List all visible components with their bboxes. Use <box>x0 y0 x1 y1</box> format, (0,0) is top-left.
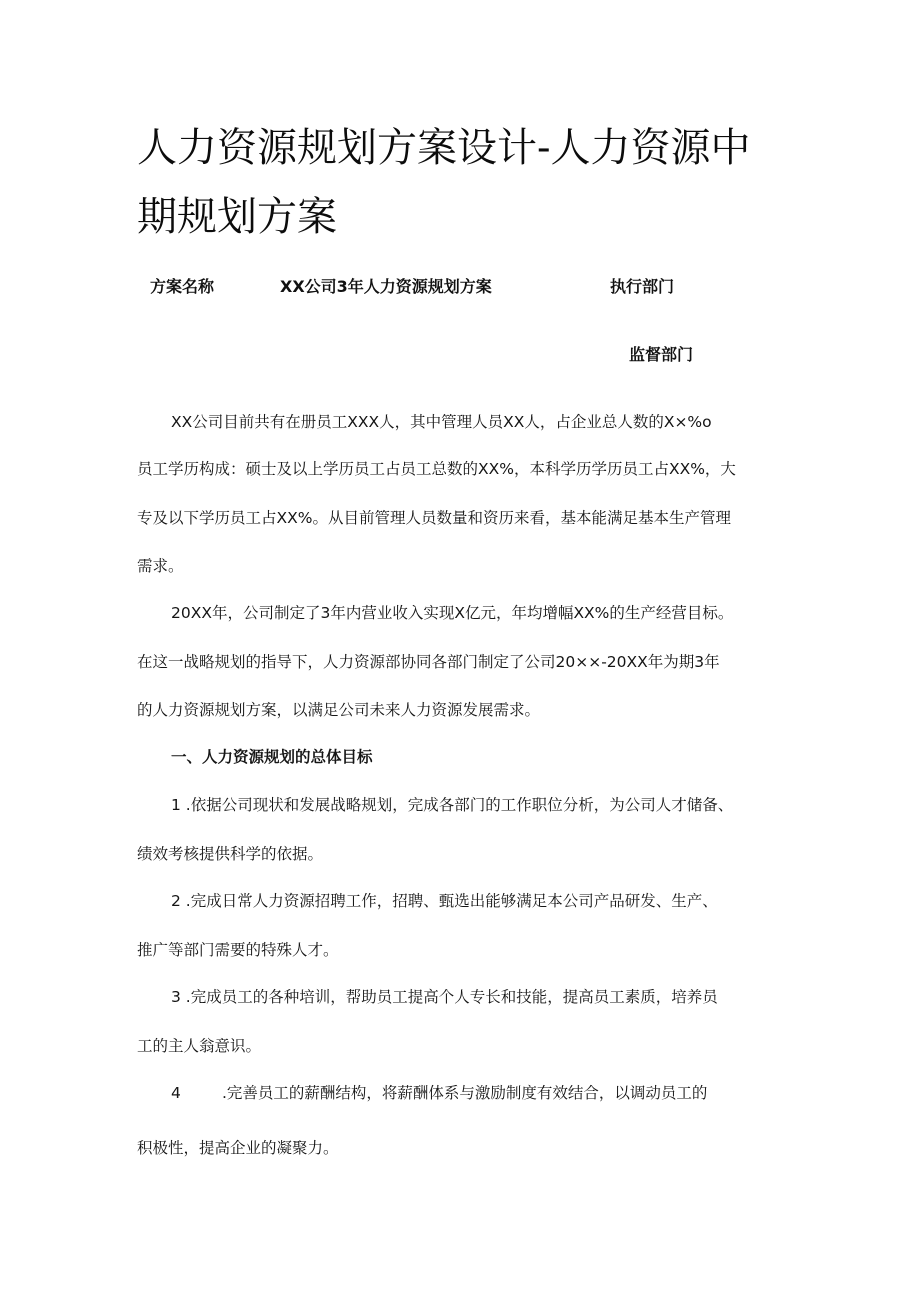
goal4-number: 4 <box>171 1084 181 1102</box>
goal2-line1: 2 .完成日常人力资源招聘工作，招聘、甄选出能够满足本公司产品研发、生产、 <box>171 892 718 910</box>
supervise-dept-label: 监督部门 <box>629 345 694 364</box>
goal4-line2: 积极性，提高企业的凝聚力。 <box>137 1139 339 1157</box>
paragraph1-line2: 员工学历构成：硕士及以上学历员工占员工总数的XX%，本科学历学历员工占XX%，大 <box>137 460 736 478</box>
exec-dept-label: 执行部门 <box>610 277 675 296</box>
goal4-line1: .完善员工的薪酬结构，将薪酬体系与激励制度有效结合，以调动员工的 <box>222 1084 708 1102</box>
section1-heading: 一、人力资源规划的总体目标 <box>171 748 373 766</box>
goal2-line2: 推广等部门需要的特殊人才。 <box>137 941 339 959</box>
goal1-line2: 绩效考核提供科学的依据。 <box>137 845 324 863</box>
plan-name-label: 方案名称 <box>150 277 215 296</box>
paragraph2-line1: 20XX年，公司制定了3年内营业收入实现X亿元，年均增幅XX%的生产经营目标。 <box>171 604 734 622</box>
goal3-line1: 3 .完成员工的各种培训，帮助员工提高个人专长和技能，提高员工素质，培养员 <box>171 988 718 1006</box>
paragraph1-line1: XX公司目前共有在册员工XXX人，其中管理人员XX人，占企业总人数的X×%o <box>171 413 712 431</box>
paragraph1-line4: 需求。 <box>137 557 184 575</box>
document-title-line-1: 人力资源规划方案设计-人力资源中 <box>137 125 751 171</box>
plan-name-value: XX公司3年人力资源规划方案 <box>280 277 492 296</box>
document-title-line-2: 期规划方案 <box>137 194 337 240</box>
goal3-line2: 工的主人翁意识。 <box>137 1037 262 1055</box>
paragraph2-line3: 的人力资源规划方案，以满足公司未来人力资源发展需求。 <box>137 701 541 719</box>
paragraph1-line3: 专及以下学历员工占XX%。从目前管理人员数量和资历来看，基本能满足基本生产管理 <box>137 509 731 527</box>
paragraph2-line2: 在这一战略规划的指导下，人力资源部协同各部门制定了公司20××-20XX年为期3年 <box>137 653 720 671</box>
goal1-line1: 1 .依据公司现状和发展战略规划，完成各部门的工作职位分析，为公司人才储备、 <box>171 796 734 814</box>
